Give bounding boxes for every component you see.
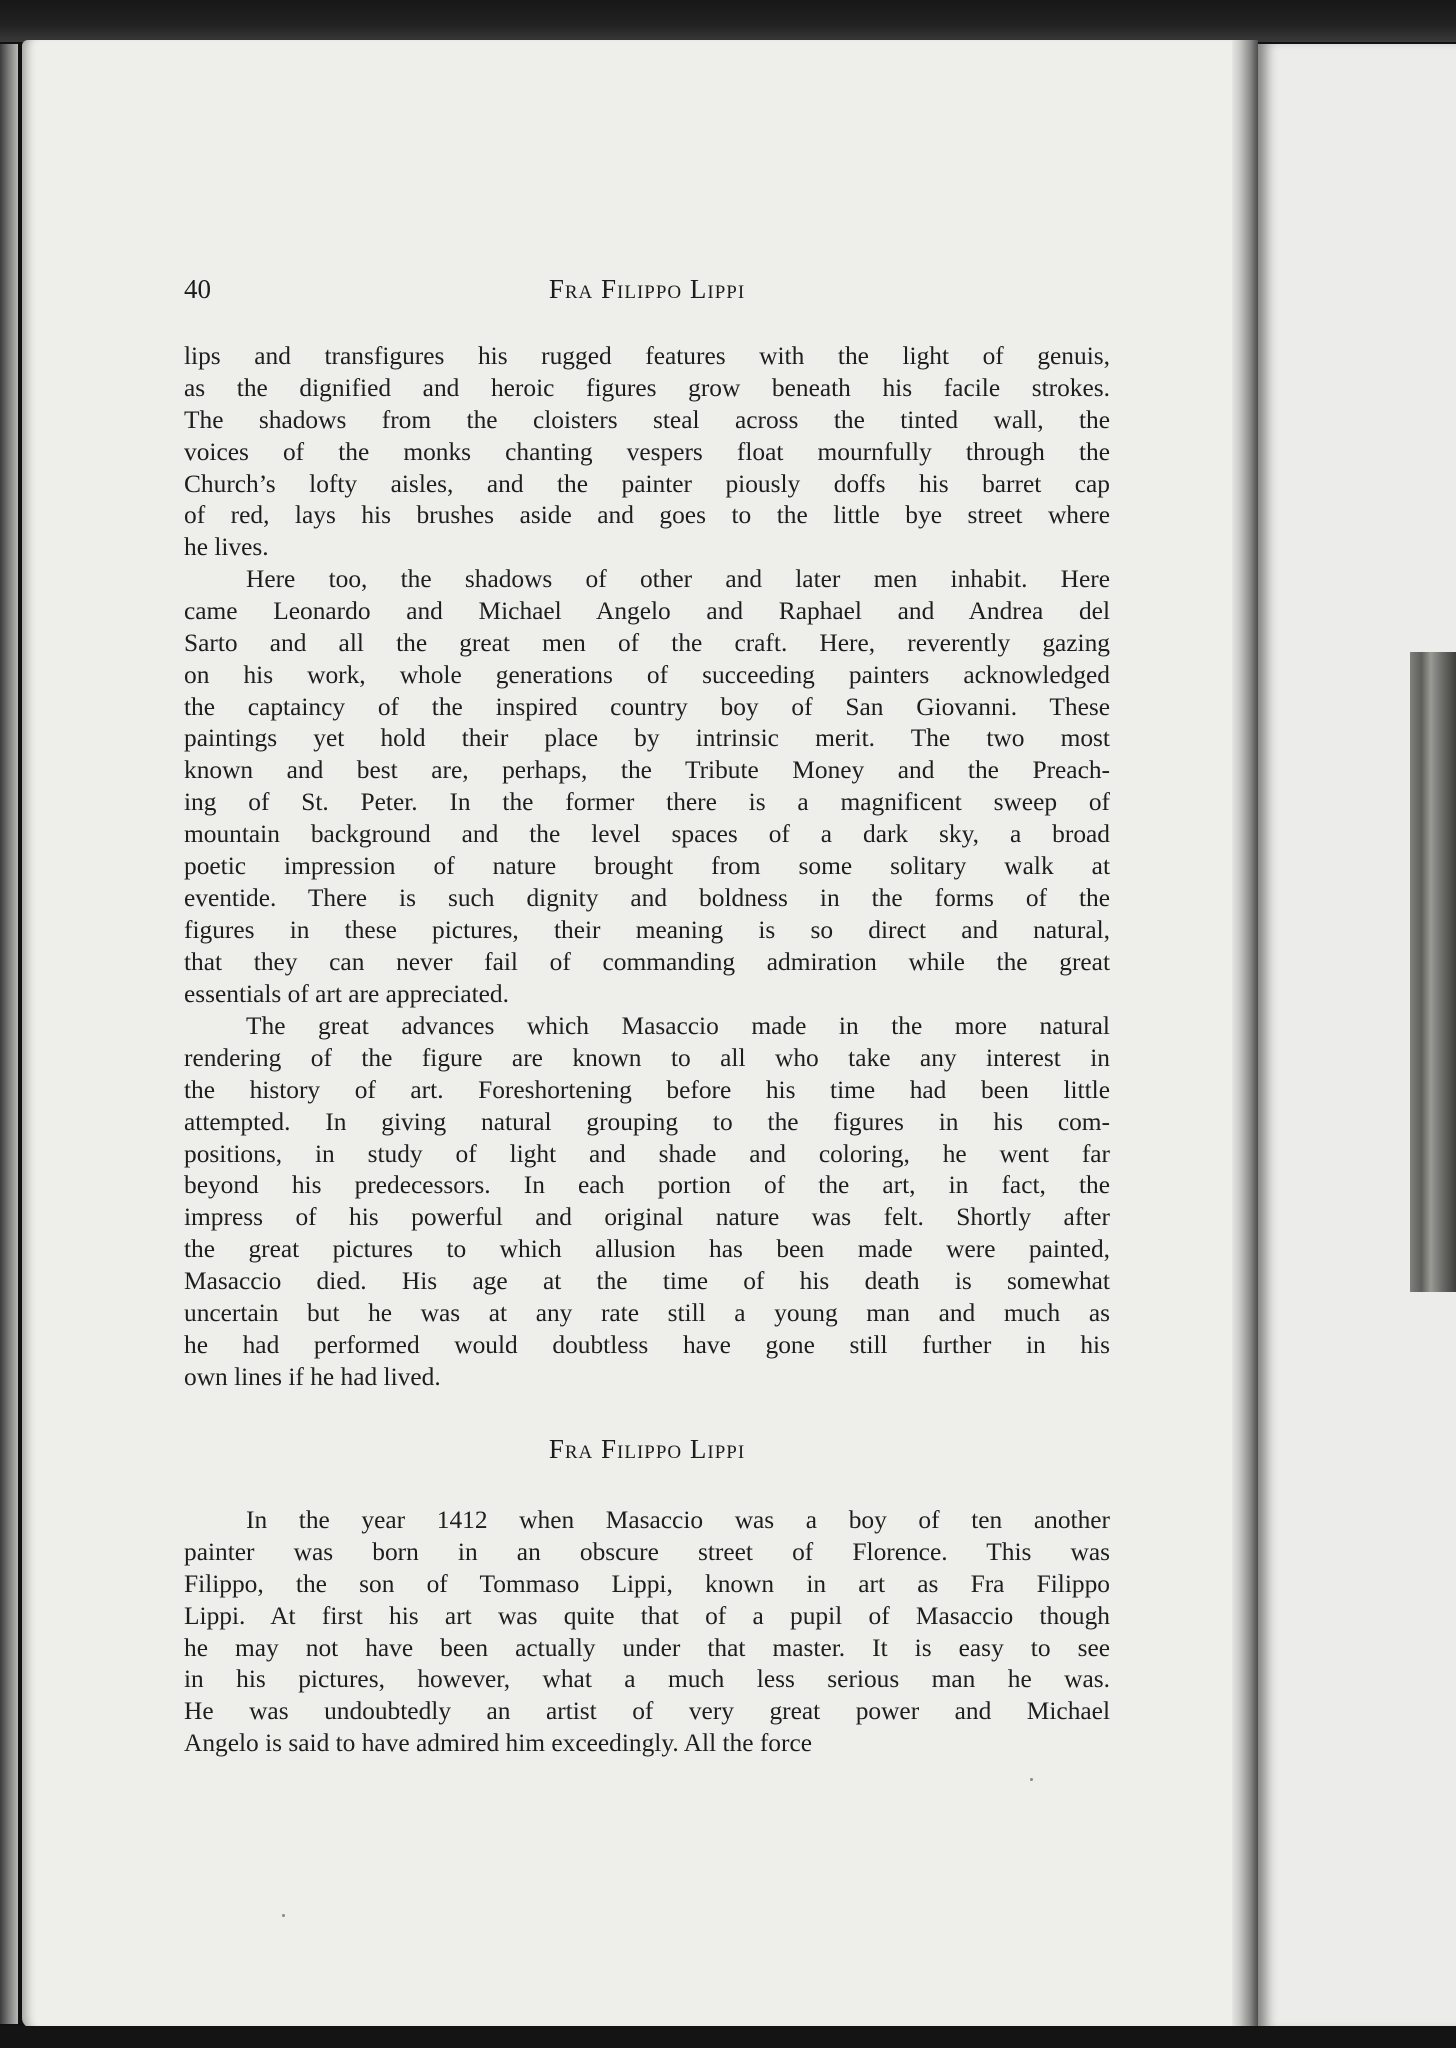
- text-line: attempted. In giving natural grouping to the figures in his com-: [184, 1107, 1110, 1136]
- section-heading: Fra Filippo Lippi: [548, 1434, 746, 1464]
- text-line: came Leonardo and Michael Angelo and Raphael and Andrea del: [184, 596, 1110, 625]
- paragraph-shadows: [184, 564, 1110, 1010]
- page-number: 40: [184, 274, 211, 304]
- text-line: he lives.: [184, 533, 269, 562]
- text-line: the history of art. Foreshortening before his time had been little: [184, 1075, 1110, 1104]
- text-line: Here too, the shadows of other and later men inhabit. Here: [246, 565, 1110, 593]
- scan-bottom-border: [0, 2026, 1456, 2048]
- text-line: as the dignified and heroic figures grow beneath his facile strokes.: [184, 373, 1110, 402]
- text-line: known and best are, perhaps, the Tribute Money and the Preach-: [184, 756, 1110, 785]
- text-line: The shadows from the cloisters steal across the tinted wall, the: [184, 405, 1110, 434]
- text-line: Filippo, the son of Tommaso Lippi, known in art as Fra Filippo: [184, 1569, 1110, 1598]
- text-line: Masaccio died. His age at the time of his death is somewhat: [184, 1267, 1110, 1296]
- text-line: on his work, whole generations of succeeding painters acknowledged: [184, 660, 1110, 689]
- text-line: uncertain but he was at any rate still a young man and much as: [184, 1299, 1110, 1328]
- book-gutter: [1232, 40, 1258, 2030]
- facing-page-illustration: [1410, 652, 1456, 1292]
- text-line: own lines if he had lived.: [184, 1362, 441, 1391]
- text-line: rendering of the figure are known to all who take any interest in: [184, 1043, 1110, 1072]
- text-line: poetic impression of nature brought from some solitary walk at: [184, 852, 1110, 881]
- text-line: Sarto and all the great men of the craft. Here, reverently gazing: [184, 628, 1110, 657]
- text-line: voices of the monks chanting vespers float mournfully through the: [184, 437, 1110, 466]
- page-header: [184, 274, 1110, 314]
- text-line: essentials of art are appreciated.: [184, 979, 509, 1008]
- text-line: beyond his predecessors. In each portion of the art, in fact, the: [184, 1171, 1110, 1200]
- scan-speck: [1030, 1778, 1033, 1781]
- text-line: in his pictures, however, what a much less serious man he was.: [184, 1665, 1110, 1694]
- text-line: Angelo is said to have admired him exceedingly. All the force: [184, 1729, 812, 1758]
- text-line: paintings yet hold their place by intrinsic merit. The two most: [184, 724, 1110, 753]
- text-line: Lippi. At first his art was quite that of a pupil of Masaccio though: [184, 1601, 1110, 1630]
- text-line: impress of his powerful and original nature was felt. Shortly after: [184, 1203, 1110, 1232]
- text-line: In the year 1412 when Masaccio was a boy of ten another: [246, 1506, 1110, 1534]
- text-line: mountain background and the level spaces of a dark sky, a broad: [184, 820, 1110, 849]
- text-line: of red, lays his brushes aside and goes to the little bye street where: [184, 501, 1110, 530]
- text-line: that they can never fail of commanding admiration while the great: [184, 947, 1110, 976]
- text-line: lips and transfigures his rugged features with the light of genuis,: [184, 342, 1110, 370]
- text-line: Church’s lofty aisles, and the painter piously doffs his barret cap: [184, 469, 1110, 498]
- running-title: Fra Filippo Lippi: [548, 274, 746, 304]
- scan-speck: [282, 1914, 285, 1917]
- text-line: painter was born in an obscure street of Florence. This was: [184, 1537, 1110, 1566]
- text-line: he had performed would doubtless have gone still further in his: [184, 1330, 1110, 1359]
- scan-top-border: [0, 0, 1456, 42]
- text-line: the great pictures to which allusion has been made were painted,: [184, 1235, 1110, 1264]
- page-left-edge: [0, 44, 18, 2024]
- paragraph-continued: [184, 341, 1110, 564]
- text-line: he may not have been actually under that master. It is easy to see: [184, 1633, 1110, 1662]
- text-line: positions, in study of light and shade and coloring, he went far: [184, 1139, 1110, 1168]
- text-line: The great advances which Masaccio made in the more natural: [246, 1012, 1110, 1040]
- text-line: the captaincy of the inspired country boy of San Giovanni. These: [184, 692, 1110, 721]
- text-line: figures in these pictures, their meaning is so direct and natural,: [184, 915, 1110, 944]
- text-line: ing of St. Peter. In the former there is a magnificent sweep of: [184, 788, 1110, 817]
- text-line: eventide. There is such dignity and boldness in the forms of the: [184, 883, 1110, 912]
- paragraph-fra-filippo: [184, 1505, 1110, 1760]
- paragraph-masaccio-advances: [184, 1011, 1110, 1394]
- text-line: He was undoubtedly an artist of very great power and Michael: [184, 1697, 1110, 1726]
